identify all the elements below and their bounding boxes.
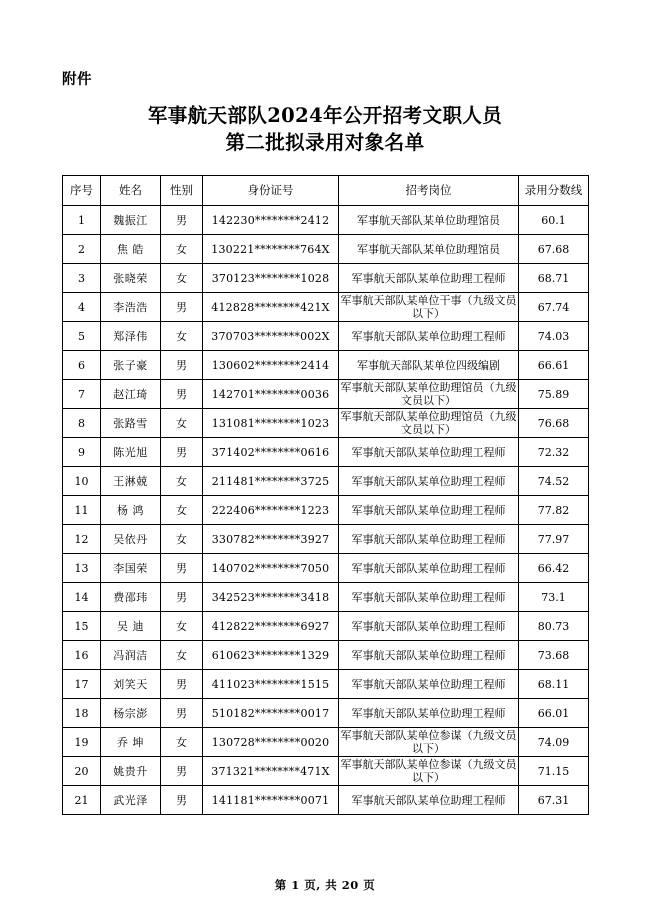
cell-id: 142701********0036 (203, 380, 339, 409)
cell-gender: 女 (161, 612, 203, 641)
table-row (63, 728, 589, 757)
cell-post: 军事航天部队某单位干事（九级文员以下） (340, 294, 517, 320)
cell-gender: 男 (161, 293, 203, 322)
column-header-name: 姓名 (101, 176, 161, 206)
table-row (63, 699, 589, 728)
cell-id: 141181********0071 (203, 786, 339, 815)
cell-id: 130221********764X (203, 235, 339, 264)
cell-seq: 18 (63, 699, 101, 728)
cell-post: 军事航天部队某单位参谋（九级文员以下） (340, 729, 517, 755)
cell-name: 张子豪 (101, 351, 161, 380)
cell-post: 军事航天部队某单位助理馆员 (339, 235, 519, 264)
cell-name: 费邵玮 (101, 583, 161, 612)
cell-id: 130728********0020 (203, 728, 339, 757)
cell-id: 222406********1223 (203, 496, 339, 525)
cell-gender: 女 (161, 728, 203, 757)
cell-score: 67.68 (519, 235, 589, 264)
cell-gender: 男 (161, 757, 203, 786)
cell-id: 412822********6927 (203, 612, 339, 641)
table-row (63, 641, 589, 670)
table-row (63, 670, 589, 699)
cell-name: 焦 皓 (101, 235, 161, 264)
cell-id: 371402********0616 (203, 438, 339, 467)
cell-id: 370703********002X (203, 322, 339, 351)
cell-id: 370123********1028 (203, 264, 339, 293)
cell-score: 77.97 (519, 525, 589, 554)
table-row (63, 264, 589, 293)
cell-seq: 6 (63, 351, 101, 380)
table-row (63, 322, 589, 351)
cell-seq: 17 (63, 670, 101, 699)
cell-post: 军事航天部队某单位参谋（九级文员以下） (340, 758, 517, 784)
cell-gender: 男 (161, 351, 203, 380)
cell-gender: 女 (161, 496, 203, 525)
cell-seq: 21 (63, 786, 101, 815)
cell-id: 131081********1023 (203, 409, 339, 438)
cell-name: 赵江琦 (101, 380, 161, 409)
cell-id: 610623********1329 (203, 641, 339, 670)
cell-name: 陈光旭 (101, 438, 161, 467)
cell-id: 330782********3927 (203, 525, 339, 554)
cell-name: 乔 坤 (101, 728, 161, 757)
cell-name: 冯润洁 (101, 641, 161, 670)
cell-id: 142230********2412 (203, 206, 339, 235)
cell-seq: 14 (63, 583, 101, 612)
cell-seq: 9 (63, 438, 101, 467)
cell-gender: 男 (161, 699, 203, 728)
cell-id: 412828********421X (203, 293, 339, 322)
cell-post: 军事航天部队某单位助理工程师 (339, 583, 519, 612)
page-title-line-2: 第二批拟录用对象名单 (225, 131, 425, 154)
cell-score: 75.89 (519, 380, 589, 409)
table-row (63, 583, 589, 612)
column-header-gender: 性别 (161, 176, 203, 206)
cell-seq: 15 (63, 612, 101, 641)
cell-id: 411023********1515 (203, 670, 339, 699)
cell-score: 77.82 (519, 496, 589, 525)
cell-name: 杨 鸿 (101, 496, 161, 525)
cell-name: 李国荣 (101, 554, 161, 583)
cell-seq: 12 (63, 525, 101, 554)
cell-seq: 11 (63, 496, 101, 525)
cell-post: 军事航天部队某单位助理工程师 (339, 525, 519, 554)
table-row (63, 206, 589, 235)
cell-seq: 4 (63, 293, 101, 322)
table-row (63, 554, 589, 583)
cell-seq: 1 (63, 206, 101, 235)
table-row (63, 438, 589, 467)
cell-gender: 男 (161, 786, 203, 815)
cell-seq: 10 (63, 467, 101, 496)
cell-score: 80.73 (519, 612, 589, 641)
cell-score: 66.61 (519, 351, 589, 380)
cell-post: 军事航天部队某单位四级编剧 (339, 351, 519, 380)
cell-gender: 男 (161, 670, 203, 699)
cell-name: 王淋兢 (101, 467, 161, 496)
page-title (0, 102, 650, 156)
cell-gender: 女 (161, 409, 203, 438)
cell-gender: 男 (161, 438, 203, 467)
cell-post: 军事航天部队某单位助理工程师 (339, 322, 519, 351)
cell-score: 73.1 (519, 583, 589, 612)
table-header-row (63, 176, 589, 206)
table-row (63, 757, 589, 786)
cell-post: 军事航天部队某单位助理工程师 (339, 438, 519, 467)
cell-seq: 8 (63, 409, 101, 438)
cell-seq: 20 (63, 757, 101, 786)
candidate-table (62, 175, 589, 815)
cell-gender: 男 (161, 554, 203, 583)
column-header-seq: 序号 (63, 176, 101, 206)
page-title-line-1: 军事航天部队2024年公开招考文职人员 (147, 104, 503, 127)
table-row (63, 235, 589, 264)
cell-gender: 女 (161, 322, 203, 351)
table-row (63, 351, 589, 380)
cell-score: 67.74 (519, 293, 589, 322)
cell-name: 张晓荣 (101, 264, 161, 293)
cell-gender: 男 (161, 583, 203, 612)
cell-post: 军事航天部队某单位助理工程师 (339, 496, 519, 525)
cell-name: 杨宗澎 (101, 699, 161, 728)
attachment-label: 附件 (62, 71, 92, 88)
table-row (63, 380, 589, 409)
cell-name: 李浩浩 (101, 293, 161, 322)
cell-score: 67.31 (519, 786, 589, 815)
cell-gender: 男 (161, 380, 203, 409)
cell-gender: 女 (161, 641, 203, 670)
cell-score: 74.52 (519, 467, 589, 496)
cell-name: 魏振江 (101, 206, 161, 235)
page-footer: 第 1 页, 共 20 页 (274, 878, 376, 892)
cell-score: 72.32 (519, 438, 589, 467)
cell-id: 211481********3725 (203, 467, 339, 496)
table-row (63, 525, 589, 554)
table-row (63, 612, 589, 641)
cell-name: 武光泽 (101, 786, 161, 815)
cell-gender: 女 (161, 525, 203, 554)
cell-score: 76.68 (519, 409, 589, 438)
cell-seq: 16 (63, 641, 101, 670)
cell-name: 姚贵升 (101, 757, 161, 786)
cell-seq: 7 (63, 380, 101, 409)
cell-seq: 5 (63, 322, 101, 351)
cell-name: 刘笑天 (101, 670, 161, 699)
column-header-id: 身份证号 (203, 176, 339, 206)
cell-gender: 男 (161, 206, 203, 235)
cell-post: 军事航天部队某单位助理馆员（九级文员以下） (340, 410, 517, 436)
cell-id: 130602********2414 (203, 351, 339, 380)
cell-post: 军事航天部队某单位助理工程师 (339, 467, 519, 496)
column-header-post: 招考岗位 (339, 176, 519, 206)
cell-post: 军事航天部队某单位助理工程师 (339, 554, 519, 583)
column-header-score: 录用分数线 (519, 176, 589, 206)
cell-seq: 13 (63, 554, 101, 583)
cell-id: 371321********471X (203, 757, 339, 786)
cell-id: 342523********3418 (203, 583, 339, 612)
cell-post: 军事航天部队某单位助理馆员 (339, 206, 519, 235)
cell-name: 吴 迪 (101, 612, 161, 641)
cell-id: 140702********7050 (203, 554, 339, 583)
table-row (63, 467, 589, 496)
cell-score: 60.1 (519, 206, 589, 235)
cell-seq: 19 (63, 728, 101, 757)
cell-post: 军事航天部队某单位助理工程师 (339, 264, 519, 293)
cell-gender: 女 (161, 264, 203, 293)
cell-post: 军事航天部队某单位助理馆员（九级文员以下） (340, 381, 517, 407)
cell-name: 吴依丹 (101, 525, 161, 554)
table-body (63, 206, 589, 815)
cell-score: 66.42 (519, 554, 589, 583)
cell-score: 66.01 (519, 699, 589, 728)
cell-name: 张路雪 (101, 409, 161, 438)
cell-post: 军事航天部队某单位助理工程师 (339, 670, 519, 699)
table-row (63, 409, 589, 438)
cell-post: 军事航天部队某单位助理工程师 (339, 612, 519, 641)
cell-score: 68.71 (519, 264, 589, 293)
table-row (63, 496, 589, 525)
cell-name: 郑泽伟 (101, 322, 161, 351)
cell-score: 74.09 (519, 728, 589, 757)
cell-gender: 女 (161, 235, 203, 264)
cell-score: 73.68 (519, 641, 589, 670)
cell-score: 71.15 (519, 757, 589, 786)
cell-gender: 女 (161, 467, 203, 496)
cell-post: 军事航天部队某单位助理工程师 (339, 641, 519, 670)
cell-score: 68.11 (519, 670, 589, 699)
cell-score: 74.03 (519, 322, 589, 351)
cell-id: 510182********0017 (203, 699, 339, 728)
cell-seq: 3 (63, 264, 101, 293)
cell-post: 军事航天部队某单位助理工程师 (339, 699, 519, 728)
table-row (63, 786, 589, 815)
table-row (63, 293, 589, 322)
cell-seq: 2 (63, 235, 101, 264)
cell-post: 军事航天部队某单位助理工程师 (339, 786, 519, 815)
